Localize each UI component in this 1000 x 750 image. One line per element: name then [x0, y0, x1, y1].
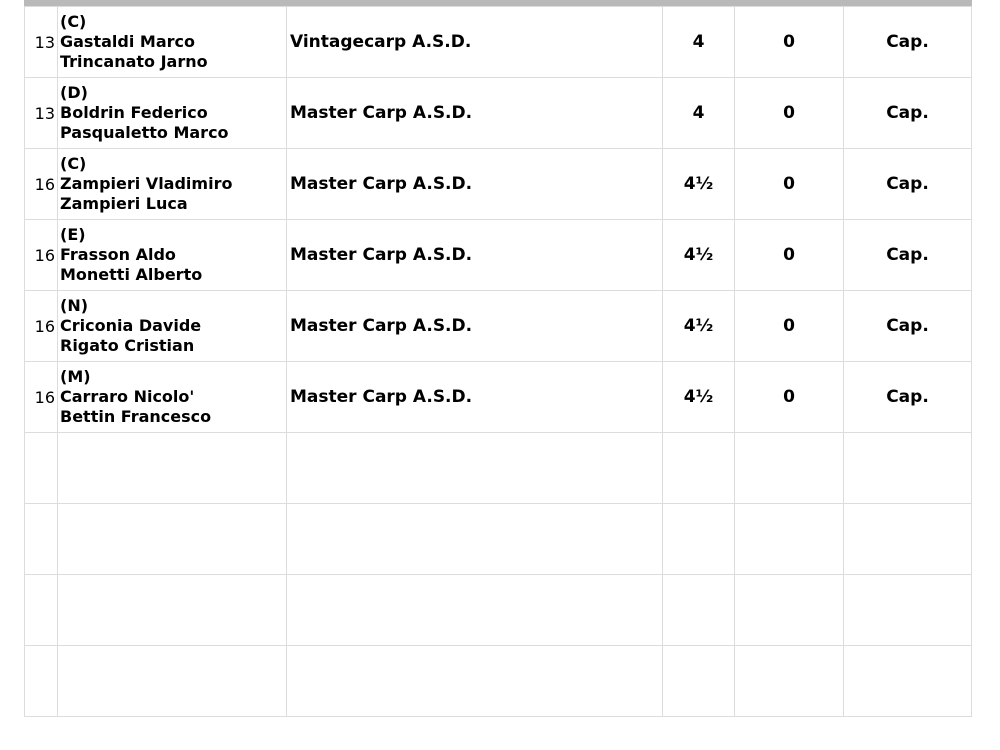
cap-cell: Cap. — [844, 220, 972, 291]
rank-cell: 16 — [25, 291, 58, 362]
angler-name: Zampieri Vladimiro — [60, 174, 233, 193]
points-cell: 0 — [735, 362, 844, 433]
angler-name: Criconia Davide — [60, 316, 202, 335]
angler-name: Frasson Aldo — [60, 245, 176, 264]
empty-cell — [735, 504, 844, 575]
standings-table — [24, 6, 972, 717]
weight-cell: 4½ — [663, 291, 735, 362]
empty-cell — [663, 433, 735, 504]
table-row — [25, 362, 972, 433]
empty-cell — [844, 433, 972, 504]
points-cell: 0 — [735, 149, 844, 220]
weight-cell: 4 — [663, 7, 735, 78]
rank-cell: 16 — [25, 149, 58, 220]
angler-name: Trincanato Jarno — [60, 52, 208, 71]
cap-cell: Cap. — [844, 78, 972, 149]
empty-cell — [735, 646, 844, 717]
team-cell — [58, 220, 287, 291]
empty-cell — [58, 646, 287, 717]
club-cell: Master Carp A.S.D. — [287, 291, 663, 362]
rank-cell: 13 — [25, 78, 58, 149]
weight-cell: 4 — [663, 78, 735, 149]
club-cell: Vintagecarp A.S.D. — [287, 7, 663, 78]
empty-cell — [58, 575, 287, 646]
empty-cell — [735, 433, 844, 504]
rank-cell: 16 — [25, 362, 58, 433]
empty-cell — [287, 504, 663, 575]
angler-name: Bettin Francesco — [60, 407, 212, 426]
team-cell — [58, 7, 287, 78]
team-cell — [58, 291, 287, 362]
table-row — [25, 220, 972, 291]
empty-cell — [844, 646, 972, 717]
cap-cell: Cap. — [844, 7, 972, 78]
table-row — [25, 149, 972, 220]
sector-label: (C) — [60, 12, 87, 31]
empty-cell — [663, 504, 735, 575]
sector-label: (N) — [60, 296, 89, 315]
empty-cell — [735, 575, 844, 646]
club-cell: Master Carp A.S.D. — [287, 149, 663, 220]
weight-cell: 4½ — [663, 362, 735, 433]
angler-name: Gastaldi Marco — [60, 32, 195, 51]
empty-cell — [25, 504, 58, 575]
sector-label: (M) — [60, 367, 91, 386]
empty-row — [25, 504, 972, 575]
rank-cell: 16 — [25, 220, 58, 291]
points-cell: 0 — [735, 78, 844, 149]
points-cell: 0 — [735, 220, 844, 291]
cap-cell: Cap. — [844, 362, 972, 433]
empty-cell — [25, 433, 58, 504]
empty-cell — [287, 575, 663, 646]
rank-cell: 13 — [25, 7, 58, 78]
weight-cell: 4½ — [663, 220, 735, 291]
empty-cell — [58, 433, 287, 504]
empty-cell — [663, 575, 735, 646]
sector-label: (E) — [60, 225, 86, 244]
empty-cell — [844, 575, 972, 646]
empty-cell — [663, 646, 735, 717]
cap-cell: Cap. — [844, 291, 972, 362]
angler-name: Pasqualetto Marco — [60, 123, 229, 142]
team-cell — [58, 149, 287, 220]
angler-name: Rigato Cristian — [60, 336, 195, 355]
empty-cell — [25, 575, 58, 646]
empty-row — [25, 646, 972, 717]
empty-cell — [844, 504, 972, 575]
table-row — [25, 7, 972, 78]
empty-row — [25, 575, 972, 646]
team-cell — [58, 78, 287, 149]
club-cell: Master Carp A.S.D. — [287, 220, 663, 291]
empty-cell — [287, 433, 663, 504]
empty-cell — [25, 646, 58, 717]
cap-cell: Cap. — [844, 149, 972, 220]
angler-name: Monetti Alberto — [60, 265, 203, 284]
club-cell: Master Carp A.S.D. — [287, 362, 663, 433]
empty-row — [25, 433, 972, 504]
sector-label: (D) — [60, 83, 88, 102]
empty-cell — [287, 646, 663, 717]
points-cell: 0 — [735, 7, 844, 78]
points-cell: 0 — [735, 291, 844, 362]
empty-cell — [58, 504, 287, 575]
table-row — [25, 78, 972, 149]
table-row — [25, 291, 972, 362]
angler-name: Carraro Nicolo' — [60, 387, 195, 406]
sector-label: (C) — [60, 154, 87, 173]
angler-name: Zampieri Luca — [60, 194, 188, 213]
team-cell — [58, 362, 287, 433]
weight-cell: 4½ — [663, 149, 735, 220]
angler-name: Boldrin Federico — [60, 103, 208, 122]
club-cell: Master Carp A.S.D. — [287, 78, 663, 149]
